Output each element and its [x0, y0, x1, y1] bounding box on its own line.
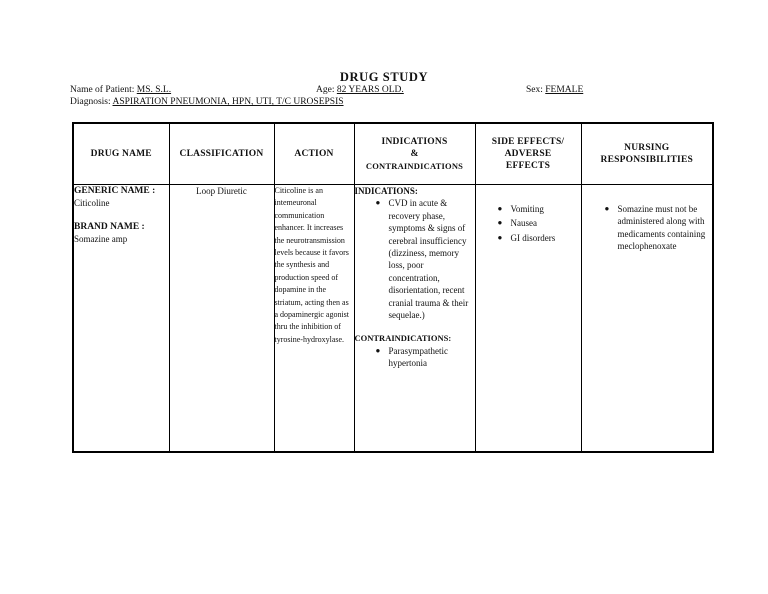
header-side-effects-line-2: ADVERSE — [504, 149, 552, 159]
contraindications-list — [375, 345, 475, 370]
header-nursing-line-2: RESPONSIBILITIES — [600, 155, 693, 165]
contraindications-label: CONTRAINDICATIONS: — [354, 333, 452, 344]
list-item: ● GI disorders — [497, 232, 556, 243]
nursing-text: Somazine must not be administered along with medicaments containing meclophenoxate — [617, 204, 706, 252]
list-item: ● Vomiting — [497, 204, 544, 214]
patient-sex-label: Sex: — [526, 85, 543, 95]
diagnosis-value: ASPIRATION PNEUMONIA, HPN, UTI, T/C UROSEPSIS — [112, 97, 344, 107]
side-effect-text: GI disorders — [510, 232, 556, 243]
patient-name-label: Name of Patient: — [70, 85, 135, 95]
list-item: ● Somazine must not be administered along with medicaments containing meclophenoxate — [604, 204, 706, 252]
table-header-row — [73, 123, 713, 185]
contraindication-text: Parasympathetic hypertonia — [388, 345, 448, 369]
side-effect-text: Vomiting — [510, 204, 544, 214]
action-cell — [274, 185, 354, 453]
indication-text: CVD in acute & recovery phase, symptoms & signs of cerebral insufficiency (dizziness, memory loss, poor concentration, disorientation, recent cranial trauma & their sequelae.) — [388, 198, 469, 321]
header-indications-line-3: CONTRAINDICATIONS — [365, 161, 464, 171]
nursing-cell — [581, 185, 713, 453]
brand-name-label: BRAND NAME : — [74, 221, 145, 232]
side-effects-cell — [475, 185, 581, 453]
indications-label: INDICATIONS: — [354, 186, 418, 196]
list-item: ● Nausea — [497, 218, 537, 229]
drug-study-table — [72, 122, 714, 453]
page-title: DRUG STUDY — [339, 70, 429, 84]
header-side-effects-line-3: EFFECTS — [505, 161, 551, 171]
indications-cell — [354, 185, 475, 453]
list-item: ● Parasympathetic hypertonia — [375, 345, 448, 369]
header-indications-line-2: & — [410, 149, 419, 159]
header-classification: CLASSIFICATION — [169, 123, 274, 185]
classification-value: Loop Diuretic — [196, 186, 247, 196]
patient-age-value: 82 YEARS OLD. — [336, 85, 404, 95]
header-nursing-line-1: NURSING — [624, 143, 670, 153]
generic-name-value: Citicoline — [74, 198, 110, 209]
list-item: ● CVD in acute & recovery phase, symptoms & signs of cerebral insufficiency (dizziness, memory loss, poor concentration, disorientation, recent cranial trauma & their sequelae.) — [375, 198, 469, 321]
diagnosis-label: Diagnosis: — [70, 97, 111, 107]
header-indications — [354, 123, 475, 185]
diagnosis-line — [70, 97, 344, 107]
drug-name-cell — [73, 185, 169, 453]
classification-cell — [169, 185, 274, 453]
side-effect-text: Nausea — [510, 218, 537, 229]
header-nursing — [581, 123, 713, 185]
patient-sex-value: FEMALE — [545, 85, 584, 95]
header-indications-line-1: INDICATIONS — [381, 137, 448, 147]
patient-name-value: MS. S.L. — [136, 85, 172, 95]
generic-name-label: GENERIC NAME : — [74, 186, 156, 196]
header-side-effects-line-1: SIDE EFFECTS/ — [491, 137, 565, 147]
header-drug-name: DRUG NAME — [73, 123, 169, 185]
side-effects-list — [497, 203, 581, 244]
patient-age-line — [316, 85, 404, 95]
table-row — [73, 185, 713, 453]
patient-name-line — [70, 85, 171, 95]
patient-age-label: Age: — [316, 85, 335, 95]
header-side-effects — [475, 123, 581, 185]
indications-list — [375, 197, 475, 321]
header-action: ACTION — [274, 123, 354, 185]
action-text: Citicoline is an intemeuronal communication enhancer. It increases the neurotransmission levels because it favors the synthesis and production speed of dopamine in the striatum, acting then as a dopaminergic agonist thru the inhibition of tyrosine-hydroxylase. — [274, 186, 349, 344]
brand-name-value: Somazine amp — [74, 234, 128, 245]
nursing-list — [604, 203, 713, 253]
patient-sex-line — [526, 85, 583, 95]
